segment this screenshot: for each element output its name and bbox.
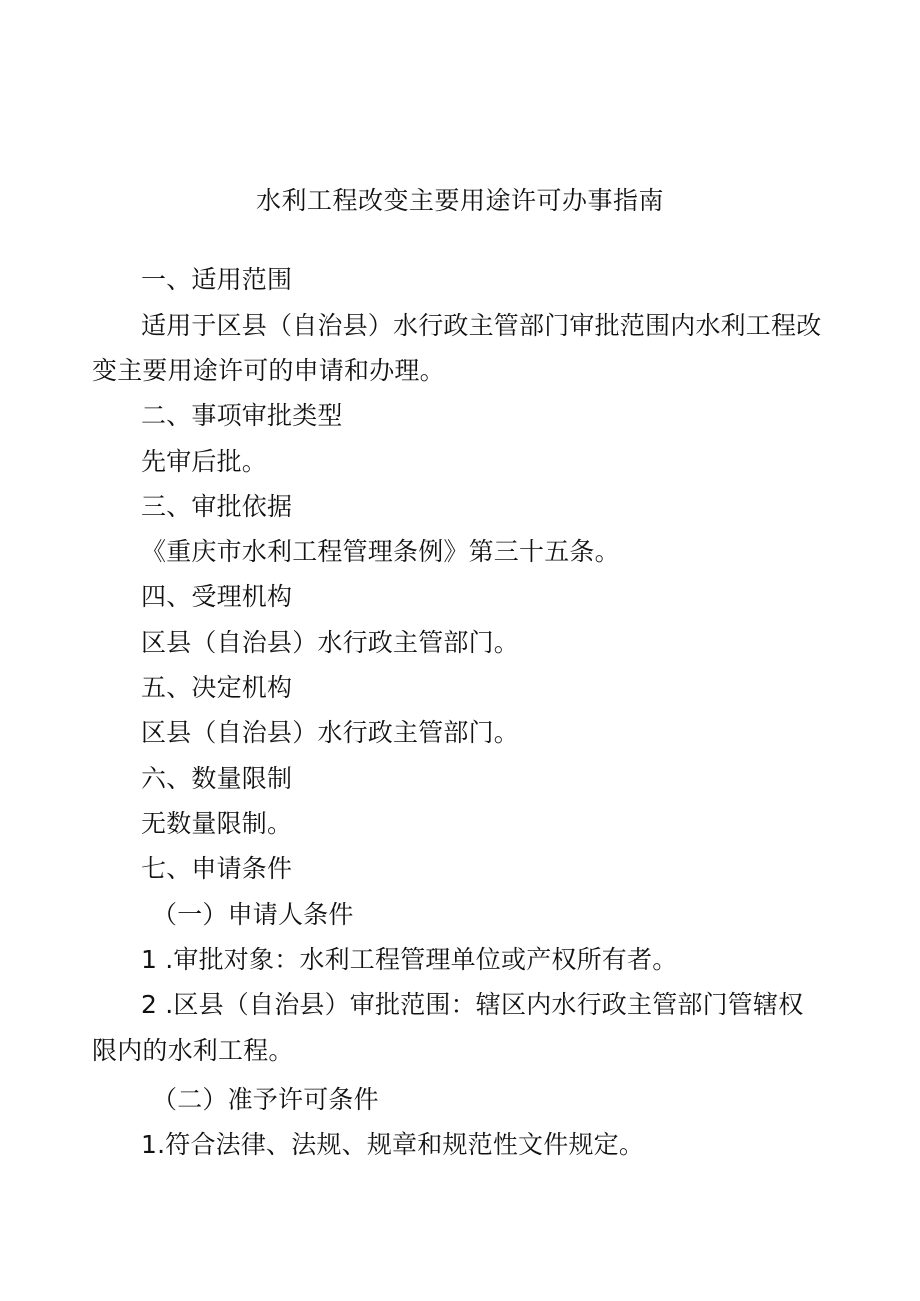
section-heading-legal-basis: 三、审批依据 xyxy=(141,492,293,521)
section-heading-approval-type: 二、事项审批类型 xyxy=(141,401,343,430)
approval-type-body: 先审后批。 xyxy=(141,447,268,476)
subsection-heading-approval-conditions: （二）准予许可条件 xyxy=(152,1085,379,1114)
section-heading-accepting-agency: 四、受理机构 xyxy=(141,582,293,611)
quantity-limit-body: 无数量限制。 xyxy=(141,809,293,838)
approval-condition-item-1: 1.符合法律、法规、规章和规范性文件规定。 xyxy=(141,1130,645,1159)
scope-body-line-1: 适用于区县（自治县）水行政主管部门审批范围内水利工程改 xyxy=(141,311,822,340)
document-title: 水利工程改变主要用途许可办事指南 xyxy=(255,186,664,215)
deciding-agency-body: 区县（自治县）水行政主管部门。 xyxy=(141,718,520,747)
subsection-heading-applicant-conditions: （一）申请人条件 xyxy=(152,900,354,929)
section-heading-scope: 一、适用范围 xyxy=(141,265,293,294)
applicant-condition-item-1: 1 .审批对象：水利工程管理单位或产权所有者。 xyxy=(141,945,678,974)
accepting-agency-body: 区县（自治县）水行政主管部门。 xyxy=(141,628,520,657)
applicant-condition-item-2-line-1: 2 .区县（自治县）审批范围：辖区内水行政主管部门管辖权 xyxy=(141,990,804,1019)
section-heading-application-conditions: 七、申请条件 xyxy=(141,854,293,883)
applicant-condition-item-2-line-2: 限内的水利工程。 xyxy=(92,1036,294,1065)
scope-body-line-2: 变主要用途许可的申请和办理。 xyxy=(92,356,445,385)
section-heading-deciding-agency: 五、决定机构 xyxy=(141,673,293,702)
legal-basis-body: 《重庆市水利工程管理条例》第三十五条。 xyxy=(141,537,620,566)
section-heading-quantity-limit: 六、数量限制 xyxy=(141,764,293,793)
